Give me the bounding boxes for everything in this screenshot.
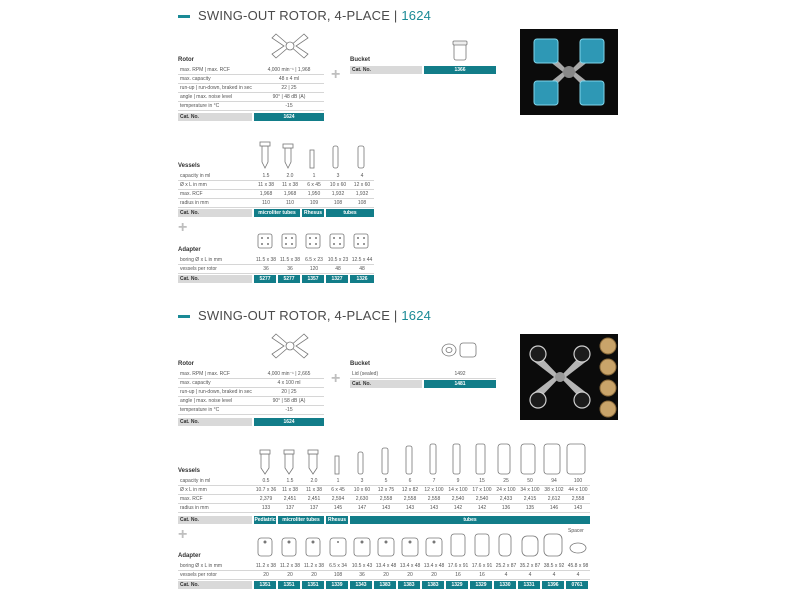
spacer-label: Spacer (568, 528, 584, 534)
vessel-group: tubes (350, 516, 590, 524)
table-cell: 3 (360, 478, 364, 484)
table-cell: 142 (453, 505, 463, 511)
table-cell: 15 (479, 478, 485, 484)
cat-label-cell: Cat. No. (178, 113, 252, 121)
table-cell: 11.2 x 38 (279, 563, 301, 569)
plus-icon: + (178, 526, 188, 543)
table-cell: 36 (359, 572, 365, 578)
table-cell: 17 x 100 (472, 487, 492, 493)
plus-icon: + (331, 370, 341, 387)
table-cell: 145 (333, 505, 343, 511)
table-cell: 136 (501, 505, 511, 511)
table-row (178, 562, 590, 571)
table-cell: 45.8 x 98 (567, 563, 589, 569)
adapter-cat-no: 1329 (470, 581, 492, 589)
table-cell: 20 (407, 572, 413, 578)
table-cell: 20 (311, 572, 317, 578)
table-cell: 2,451 (307, 496, 321, 502)
adapter-cat-no: 1396 (542, 581, 564, 589)
adapter-cat-no: 5277 (278, 275, 300, 283)
spec-value: 22 | 25 (281, 85, 297, 91)
table-cell: 16 (479, 572, 485, 578)
table-cell: 38 x 102 (544, 487, 564, 493)
table-cell: 133 (261, 505, 271, 511)
table-cell: 12 x 82 (401, 487, 419, 493)
spec-value: 90° | 48 dB (A) (272, 94, 306, 100)
table-cell: 25 (503, 478, 509, 484)
table-cell: 2,451 (283, 496, 297, 502)
table-cell: 94 (551, 478, 557, 484)
cat-label-cell: Cat. No. (178, 275, 252, 283)
table-cell: 25.2 x 87 (495, 563, 517, 569)
table-cell: 2,415 (523, 496, 537, 502)
table-cell: 2,433 (499, 496, 513, 502)
bucket-heading: Bucket (350, 361, 371, 367)
table-cell: 5 (384, 478, 388, 484)
table-row (178, 504, 590, 513)
row-label: boring Ø x L in mm (180, 563, 223, 569)
adapter-cat-no: 0761 (566, 581, 588, 589)
table-cell: 14 x 100 (448, 487, 468, 493)
bucket-lid-label: Lid (sealed) (352, 371, 379, 377)
table-row (178, 571, 590, 580)
bucket-heading: Bucket (350, 57, 371, 63)
table-cell: 108 (333, 572, 343, 578)
table-cell: 11.2 x 38 (255, 563, 277, 569)
bucket-cat-no: 1481 (424, 380, 496, 388)
table-cell: 20 (263, 572, 269, 578)
adapter-cat-no: 1383 (374, 581, 396, 589)
adapter-cat-no: 1339 (326, 581, 348, 589)
table-cell: 1.5 (286, 478, 294, 484)
row-label: max. RCF (180, 496, 203, 502)
table-cell: 4 (528, 572, 532, 578)
bucket-cat-no: 1366 (424, 66, 496, 74)
table-cell: 10 x 60 (353, 487, 371, 493)
adapter-cat-no: 1343 (350, 581, 372, 589)
table-cell: 38.5 x 92 (543, 563, 565, 569)
section-title: SWING-OUT ROTOR, 4-PLACE | 1624 (178, 308, 431, 323)
vessel-icons (254, 440, 590, 476)
adapter-cat-no: 1351 (254, 581, 276, 589)
table-cell: 6 (408, 478, 412, 484)
table-cell: 11 x 38 (281, 487, 299, 493)
table-cell: 24 x 100 (496, 487, 516, 493)
table-cell: 13.4 x 48 (423, 563, 445, 569)
row-label: radius in mm (180, 505, 209, 511)
vessel-group: microliter tubes (278, 516, 324, 524)
plus-icon: + (331, 66, 341, 83)
table-row (178, 495, 590, 504)
rotor-cat-no: 1624 (254, 418, 324, 426)
vessel-group: tubes (326, 209, 374, 217)
adapter-cat-no: 1331 (518, 581, 540, 589)
table-cell: 13.4 x 48 (375, 563, 397, 569)
table-cell: 142 (477, 505, 487, 511)
cat-label-cell: Cat. No. (350, 380, 422, 388)
adapter-cat-no: 1327 (326, 275, 348, 283)
table-cell: 1 (336, 478, 340, 484)
table-row (178, 477, 590, 486)
bucket-icon (440, 340, 480, 360)
adapter-heading: Adapter (178, 247, 201, 253)
adapter-heading: Adapter (178, 553, 201, 559)
spec-value: -15 (285, 103, 293, 109)
spec-value: 48 x 4 ml (278, 76, 300, 82)
adapter-cat-no: 1326 (350, 275, 374, 283)
table-cell: 10.7 x 36 (255, 487, 277, 493)
table-cell: 13.4 x 48 (399, 563, 421, 569)
adapter-cat-no: 1329 (446, 581, 468, 589)
table-cell: 17.6 x 91 (471, 563, 493, 569)
spec-value: 4,000 min⁻¹ | 1,968 (267, 67, 311, 73)
table-cell: 143 (573, 505, 583, 511)
cat-label-cell: Cat. No. (178, 516, 252, 524)
row-label: vessels per rotor (180, 572, 217, 578)
rotor-cat-no: 1624 (254, 113, 324, 121)
row-label: capacity in ml (180, 478, 211, 484)
table-cell: 143 (381, 505, 391, 511)
adapter-cat-no: 5277 (254, 275, 276, 283)
vessels-heading: Vessels (178, 468, 201, 474)
table-cell: 11 x 38 (305, 487, 323, 493)
table-cell: 4 (504, 572, 508, 578)
table-cell: 12 x 75 (377, 487, 395, 493)
table-cell: 100 (573, 478, 583, 484)
table-cell: 20 (431, 572, 437, 578)
table-cell: 20 (383, 572, 389, 578)
adapter-cat-no: 1330 (494, 581, 516, 589)
cat-label-cell: Cat. No. (178, 209, 252, 217)
table-row (178, 486, 590, 495)
rotor-section-1: SWING-OUT ROTOR, 4-PLACE | 1624 Rotor max. RPM | max. RCF 4,000 min⁻¹ | 1,968 max. capacity 48 x 4 ml run-up | run-down, braked in sec 22 | 25 angle | max. noise level 90° | 48 dB (A) temperature in °C -15 Cat. No. 1624 + Bucket Cat. No. 1366 Vessels capacity in ml 1.5 2.0 1 3 4 Ø x L in mm 11 x 38 11 x 38 6 x 45 10 x 60 12 x 60 max. RCF 1,968 1,968 1,950 1,932 1,932 radius in mm 110 110 109 108 108 Cat. No. microliter tubes Rhesus tubes + Adapter boring Ø x L in mm 11.5 x 38 11.5 x 38 6.5 x 23 10.5 x 23 12.5 x 44 vessels per rotor 36 36 120 48 48 Cat. No. 5277 5277 1357 1327 1326 (0, 0, 800, 290)
spec-label: temperature in °C (180, 103, 220, 109)
table-cell: 0.5 (262, 478, 270, 484)
table-cell: 2,612 (547, 496, 561, 502)
table-cell: 50 (527, 478, 533, 484)
table-cell: 9 (456, 478, 460, 484)
rotor-photo (520, 334, 618, 420)
table-cell: 137 (309, 505, 319, 511)
rotor-icon (270, 330, 310, 362)
table-cell: 2,558 (403, 496, 417, 502)
table-cell: 4 (576, 572, 580, 578)
table-cell: 146 (549, 505, 559, 511)
spec-label: angle | max. noise level (180, 94, 233, 100)
table-cell: 6 x 45 (331, 487, 345, 493)
table-cell: 2,558 (427, 496, 441, 502)
table-cell: 2,379 (259, 496, 273, 502)
table-cell: 12 x 100 (424, 487, 444, 493)
adapter-cat-no: 1351 (302, 581, 324, 589)
table-cell: 135 (525, 505, 535, 511)
row-label: Ø x L in mm (180, 487, 207, 493)
table-cell: 44 x 100 (568, 487, 588, 493)
adapter-cat-no: 1351 (278, 581, 300, 589)
table-cell: 2,630 (355, 496, 369, 502)
table-cell: 7 (432, 478, 436, 484)
bucket-lid-value: 1492 (454, 371, 466, 377)
table-cell: 2,540 (451, 496, 465, 502)
adapter-cat-no: 1383 (422, 581, 444, 589)
adapter-cat-no: 1357 (302, 275, 324, 283)
adapter-cat-no: 1383 (398, 581, 420, 589)
table-cell: 137 (285, 505, 295, 511)
spec-label: run-up | run-down, braked in sec (180, 85, 252, 91)
table-cell: 17.6 x 91 (447, 563, 469, 569)
vessels-heading: Vessels (178, 163, 201, 169)
section-title: SWING-OUT ROTOR, 4-PLACE | 1624 (178, 8, 431, 23)
table-cell: 4 (552, 572, 556, 578)
table-cell: 147 (357, 505, 367, 511)
adapter-icons (254, 530, 590, 560)
table-cell: 16 (455, 572, 461, 578)
table-cell: 34 x 100 (520, 487, 540, 493)
table-cell: 35.2 x 87 (519, 563, 541, 569)
table-cell: 143 (429, 505, 439, 511)
table-cell: 2,558 (571, 496, 585, 502)
cat-label-cell: Cat. No. (178, 418, 252, 426)
table-cell: 2,558 (379, 496, 393, 502)
plus-icon: + (178, 219, 188, 236)
rotor-section-2: SWING-OUT ROTOR, 4-PLACE | 1624 Rotor max. RPM | max. RCF 4,000 min⁻¹ | 2,665 max. capacity 4 x 100 ml run-up | run-down, braked in sec 20 | 25 angle | max. noise level 90° | 58 dB (A) temperature in °C -15 Cat. No. 1624 + Bucket Lid (sealed) 1492 Cat. No. 1481 Vessels capacity in ml 0.5 1.5 2.0 1 3 5 6 7 9 15 25 50 94 100 Ø x L in mm 10.7 x 36 11 x 38 11 x 38 6 x 45 10 x 60 12 x 75 12 x 82 12 x 100 14 x 100 17 x 100 24 x 100 34 x 100 38 x 102 44 x 100 max. RCF 2,379 2,451 2,451 2,594 2,630 2,558 2,558 2,558 2,540 2,540 2,433 2,415 2,612 2,558 radius in mm 133 137 137 145 147 143 143 143 142 142 136 135 146 143 Cat. No. Pediatric microliter tubes Rhesus tubes + Spacer Adapter boring Ø x L in mm 11.2 x 38 11.2 x 38 11.2 x 38 6.5 x 34 10.5 x 43 13.4 x 48 13.4 x 48 13.4 x 48 17.6 x 91 17.6 x 91 25.2 x 87 35.2 x 87 38.5 x 92 45.8 x 98 vessels per rotor 20 20 20 108 36 20 20 20 16 16 4 4 4 4 Cat. No. 1351 1351 1351 1339 1343 1383 1383 1383 1329 1329 1330 1331 1396 0761 (0, 0, 800, 600)
vessel-group: Rhesus (327, 517, 347, 523)
table-cell: 20 (287, 572, 293, 578)
table-cell: 2,540 (475, 496, 489, 502)
table-cell: 11.2 x 38 (303, 563, 325, 569)
cat-label-cell: Cat. No. (178, 581, 252, 589)
table-cell: 2.0 (310, 478, 318, 484)
vessel-group: microliter tubes (254, 209, 300, 217)
table-cell: 6.5 x 34 (329, 563, 347, 569)
vessel-group: Pediatric (254, 517, 276, 523)
cat-label-cell: Cat. No. (350, 66, 422, 74)
table-cell: 2,594 (331, 496, 345, 502)
rotor-heading: Rotor (178, 361, 194, 367)
vessel-group: Rhesus (303, 210, 323, 216)
spec-label: max. RPM | max. RCF (180, 67, 230, 73)
table-cell: 10.5 x 43 (351, 563, 373, 569)
spec-label: max. capacity (180, 76, 211, 82)
rotor-heading: Rotor (178, 57, 194, 63)
table-cell: 143 (405, 505, 415, 511)
